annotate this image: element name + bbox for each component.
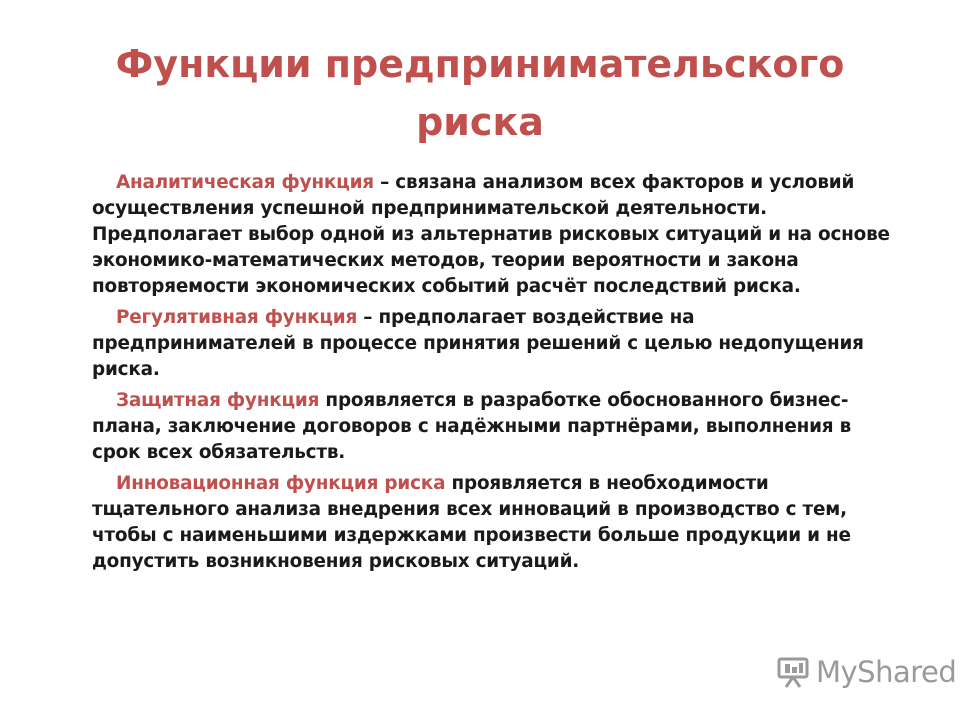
text-protective: проявляется в разработке обоснованного бизнес-плана, заключение договоров с надёжными партнёрами, выполнения в срок всех обязательств. xyxy=(92,390,852,463)
text-analytical: связана анализом всех факторов и условий осуществления успешной предпринимательской деятельности. Предполагает выбор одной из альтернатив рисковых ситуаций и на основе экономико-математических методов, теории вероятности и закона повторяемости экономических событий расчёт последствий риска. xyxy=(92,172,890,297)
slide-title xyxy=(40,35,920,151)
term-regulative: Регулятивная функция xyxy=(116,307,358,328)
term-innovative-suffix: риска xyxy=(378,473,446,494)
paragraph-innovative xyxy=(92,471,897,575)
slide-title-line2: риска xyxy=(416,100,544,144)
watermark-text: MyShared xyxy=(816,655,957,689)
paragraph-regulative xyxy=(92,305,897,383)
slide-title-line1: Функции предпринимательского xyxy=(115,42,845,86)
paragraph-analytical xyxy=(92,170,897,300)
myshared-watermark xyxy=(776,652,956,692)
term-innovative: Инновационная функция xyxy=(116,473,379,494)
presentation-board-icon xyxy=(776,655,810,689)
text-innovative: проявляется в необходимости тщательного анализа внедрения всех инноваций в производство с тем, чтобы с наименьшими издержками произвести больше продукции и не допустить возникновения рисковых ситуаций. xyxy=(92,473,851,572)
term-analytical: Аналитическая функция xyxy=(116,172,374,193)
text-regulative: предполагает воздействие на предпринимателей в процессе принятия решений с целью недопущения риска. xyxy=(92,307,864,380)
term-protective: Защитная функция xyxy=(116,390,320,411)
slide-body xyxy=(92,170,897,580)
term-analytical-dash: – xyxy=(373,172,390,193)
term-regulative-dash: – xyxy=(357,307,373,328)
paragraph-protective xyxy=(92,388,897,466)
